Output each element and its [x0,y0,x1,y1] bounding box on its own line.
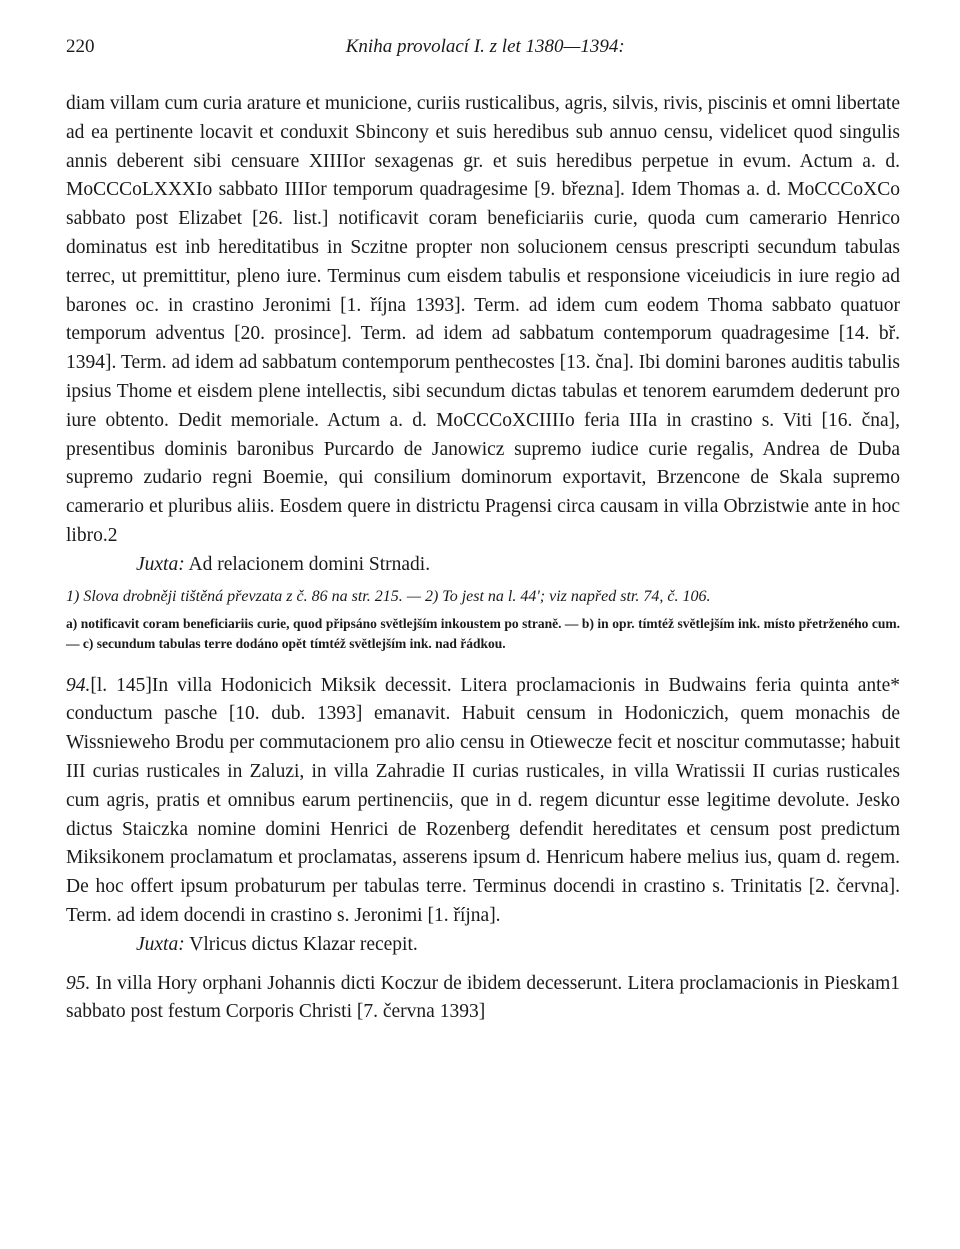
entry-text: In villa Hory orphani Johannis dicti Koczur de ibidem decesserunt. Litera proclamacionis in Pieskam1 sabbato post festum Corporis Christi [7. června 1393] [66,972,900,1023]
entry-number: 94. [66,674,91,696]
page-number: 220 [66,36,95,57]
footnote-numeric: 1) Slova drobněji tištěná převzata z č. 86 na str. 215. — 2) To jest na l. 44'; viz napřed str. 74, č. 106. [66,587,711,605]
footnote-alpha: a) notificavit coram beneficiariis curie, quod připsáno světlejším inkoustem po straně. — b) in opr. tímtéž světlejším ink. místo přetrženého cum. — c) secundum tabulas terre dodáno opět tímtéž světlejším ink. nad řádkou. [66,615,900,651]
page-header [66,36,900,76]
juxta-note [66,931,900,960]
juxta-text: Vlricus dictus Klazar recepit. [189,933,418,955]
paragraph-continuation: diam villam cum curia arature et municione, curiis rusticalibus, agris, silvis, rivis, piscinis et omni libertate ad ea pertinente locavit et conduxit Sbincony et suis heredibus sub annuo censu, videlicet quod singulis annis deberent sibi censuare XIIIIor sexagenas gr. et suis heredibus perpetue in evum. Actum a. d. MoCCCoLXXXIo sabbato IIIIor temporum quadragesime [9. března]. Idem Thomas a. d. MoCCCoXCo sabbato post Elizabet [26. list.] notificavit coram beneficiariis curie, quoda cum camerario Henrico dominatus est inb hereditatibus in Sczitne propter non solucionem census prescripti secundum tabulas terrec, ut premittitur, pleno iure. Terminus cum eisdem tabulis et responsione viceiudicis in iure regio ad barones oc. in crastino Jeronimi [1. října 1393]. Term. ad idem cum eodem Thoma sabbato quatuor temporum adventus [20. prosince]. Term. ad idem ad sabbatum contemporum quadragesime [14. bř. 1394]. Term. ad idem ad sabbatum contemporum penthecostes [13. čna]. Ibi domini barones auditis tabulis ipsius Thome et eisdem plene intellectis, sibi secundum dictas tabulas et tenorem earumdem dederunt pro iure obtento. Dedit memoriale. Actum a. d. MoCCCoXCIIIIo feria IIIa in crastino s. Viti [16. čna], presentibus dominis baronibus Purcardo de Janowicz supremo iudice curie regalis, Andrea de Duba supremo zudario regni Boemie, qui consilium dominorum exportavit, Brzencone de Skala supremo camerario et pluribus aliis. Eosdem quere in districtu Pragensi circa causam in villa Obrzistwie ante in hoc libro.2 [66,93,900,546]
running-title: Kniha provolací I. z let 1380—1394: [345,36,625,57]
folio-reference: [l. 145] [90,674,152,696]
entry-95 [66,970,900,1028]
juxta-text: Ad relacionem domini Strnadi. [188,553,431,575]
juxta-label: Juxta: [136,553,185,575]
juxta-label: Juxta: [136,933,185,955]
juxta-note [66,551,900,580]
entry-text: In villa Hodonicich Miksik decessit. Litera proclamacionis in Budwains feria quinta ante* conductum pasche [10. dub. 1393] emanavit. Habuit censum in Hodoniczich, quem monachis de Wissnieweho Brodu per commutacionem pro alio censu in Otiewecze fecit et noscitur commutasse; habuit III curias rusticales in Zaluzi, in villa Zahradie II curias rusticales, in villa Wratissii II curias rusticales cum agris, pratis et omnibus earum pertinenciis, que in d. regem dicuntur esse legitime devolute. Jesko dictus Staiczka nomine domini Henrici de Rozenberg defendit hereditates et censum post predictum Miksikonem proclamatum et proclamatas, asserens ipsum d. Henricum habere melius ius, quam d. regem. De hoc offert ipsum probaturum per tabulas terre. Terminus docendi in crastino s. Trinitatis [2. června]. Term. ad idem docendi in crastino s. Jeronimi [1. října]. [66,674,900,926]
entry-94 [66,672,900,931]
entry-number: 95. [66,972,91,994]
